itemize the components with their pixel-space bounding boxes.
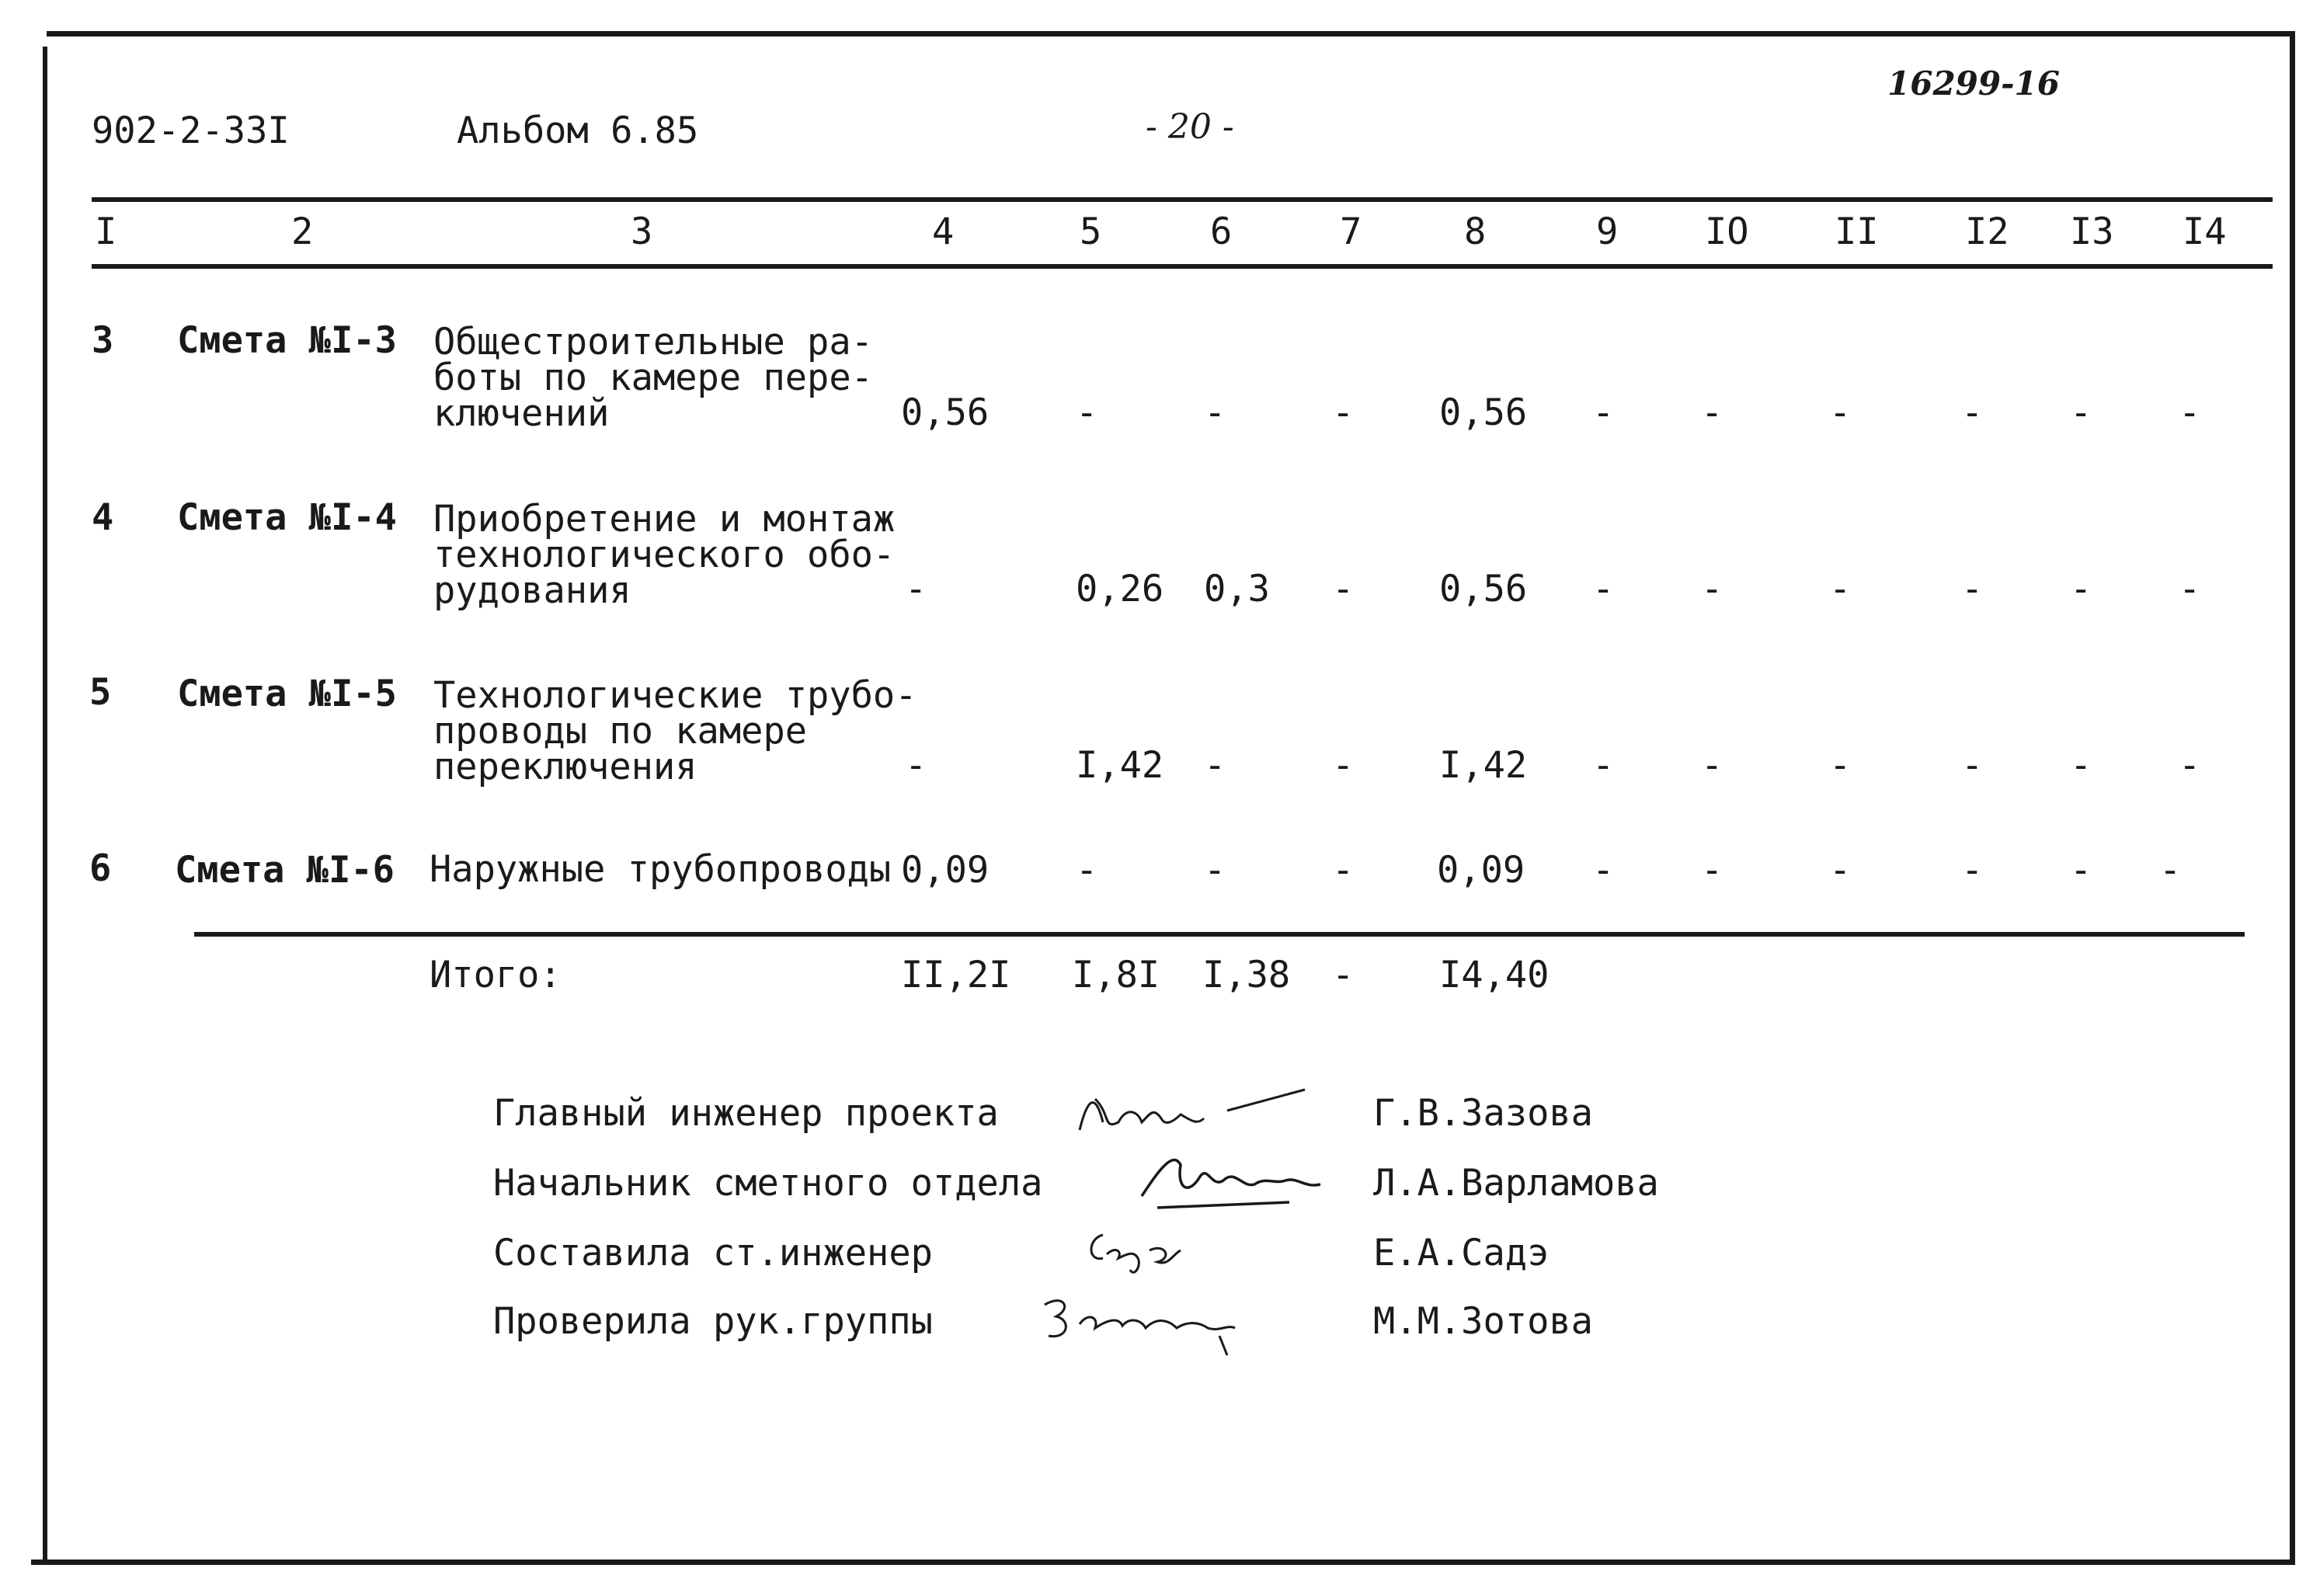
cell-col9: - — [1592, 568, 1615, 610]
cell-col12: - — [1961, 744, 1984, 787]
col-header-1: I — [95, 210, 117, 253]
header-rule-top — [92, 197, 2273, 202]
signatory-name: Л.А.Варламова — [1373, 1162, 1659, 1205]
page-number: - 20 - — [1146, 107, 1234, 147]
col-header-12: I2 — [1965, 210, 2009, 253]
cell-col6: - — [1204, 849, 1226, 892]
signature-image — [1064, 1076, 1320, 1146]
col-header-4: 4 — [932, 210, 955, 253]
estimate-code: Смета №I-6 — [175, 849, 395, 892]
col-header-7: 7 — [1340, 210, 1362, 253]
col-header-8: 8 — [1464, 210, 1487, 253]
col-header-11: II — [1835, 210, 1879, 253]
cell-col4: 0,56 — [901, 391, 990, 434]
cell-col4: - — [905, 568, 927, 610]
cell-col13: - — [2070, 744, 2092, 787]
row-description: Общестроительные ра- боты по камере пере- ключений — [433, 321, 873, 435]
cell-col9: - — [1592, 744, 1615, 787]
estimate-code: Смета №I-4 — [177, 496, 397, 539]
signature-image — [1134, 1142, 1344, 1219]
signatory-role: Главный инженер проекта — [493, 1092, 999, 1135]
signatory-role: Начальник сметного отдела — [493, 1162, 1043, 1205]
row-number: 6 — [89, 847, 112, 890]
col-header-13: I3 — [2070, 210, 2114, 253]
total-col6: I,38 — [1202, 954, 1291, 996]
total-col7: - — [1332, 954, 1355, 996]
cell-col5: I,42 — [1076, 744, 1164, 787]
doc-code: 902-2-33I — [92, 110, 290, 152]
cell-col7: - — [1332, 849, 1355, 892]
signatory-name: М.М.Зотова — [1373, 1300, 1593, 1343]
cell-col7: - — [1332, 744, 1355, 787]
cell-col4: - — [905, 744, 927, 787]
estimate-code: Смета №I-3 — [177, 319, 397, 362]
album-label: Альбом 6.85 — [457, 110, 699, 152]
signatory-role: Проверила рук.группы — [493, 1300, 933, 1343]
cell-col5: - — [1076, 849, 1098, 892]
cell-col13: - — [2070, 391, 2092, 434]
cell-col6: 0,3 — [1204, 568, 1270, 610]
cell-col10: - — [1701, 744, 1723, 787]
cell-col11: - — [1829, 744, 1852, 787]
row-description: Приобретение и монтаж технологического обо- рудования — [433, 498, 896, 612]
cell-col5: 0,26 — [1076, 568, 1164, 610]
cell-col12: - — [1961, 849, 1984, 892]
cell-col8: 0,56 — [1439, 568, 1528, 610]
cell-col11: - — [1829, 849, 1852, 892]
cell-col13: - — [2070, 849, 2092, 892]
total-col4: II,2I — [901, 954, 1011, 996]
frame-border-left — [43, 47, 47, 1561]
col-header-10: IO — [1705, 210, 1749, 253]
cell-col10: - — [1701, 568, 1723, 610]
col-header-5: 5 — [1080, 210, 1102, 253]
cell-col7: - — [1332, 391, 1355, 434]
archive-number: 16299-16 — [1887, 64, 2060, 103]
total-col5: I,8I — [1072, 954, 1160, 996]
col-header-14: I4 — [2183, 210, 2227, 253]
cell-col9: - — [1592, 391, 1615, 434]
total-label: Итого: — [430, 954, 562, 996]
total-col8: I4,40 — [1439, 954, 1550, 996]
cell-col14: - — [2179, 744, 2201, 787]
cell-col14: - — [2179, 568, 2201, 610]
frame-border-bottom — [31, 1559, 2295, 1565]
cell-col7: - — [1332, 568, 1355, 610]
frame-border-right — [2290, 31, 2295, 1565]
cell-col5: - — [1076, 391, 1098, 434]
total-rule — [194, 932, 2245, 937]
cell-col13: - — [2070, 568, 2092, 610]
row-description: Наружные трубопроводы — [430, 848, 892, 891]
cell-col10: - — [1701, 391, 1723, 434]
cell-col8: 0,56 — [1439, 391, 1528, 434]
cell-col12: - — [1961, 568, 1984, 610]
col-header-6: 6 — [1210, 210, 1233, 253]
cell-col11: - — [1829, 391, 1852, 434]
cell-col6: - — [1204, 744, 1226, 787]
cell-col4: 0,09 — [901, 849, 990, 892]
cell-col10: - — [1701, 849, 1723, 892]
signature-image — [1080, 1212, 1204, 1281]
row-number: 5 — [89, 671, 112, 714]
signatory-role: Составила ст.инженер — [493, 1232, 933, 1274]
cell-col12: - — [1961, 391, 1984, 434]
col-header-9: 9 — [1596, 210, 1619, 253]
cell-col11: - — [1829, 568, 1852, 610]
signatory-name: Е.А.Садэ — [1373, 1232, 1550, 1274]
cell-col8: 0,09 — [1437, 849, 1525, 892]
frame-border-top — [47, 31, 2295, 37]
cell-col14: - — [2179, 391, 2201, 434]
col-header-3: 3 — [631, 210, 653, 253]
col-header-2: 2 — [291, 210, 314, 253]
cell-col8: I,42 — [1439, 744, 1528, 787]
estimate-code: Смета №I-5 — [177, 673, 397, 715]
cell-col14: - — [2159, 849, 2182, 892]
row-number: 4 — [92, 496, 114, 539]
row-description: Технологические трубо- проводы по камере переключения — [433, 674, 917, 788]
cell-col9: - — [1592, 849, 1615, 892]
row-number: 3 — [92, 319, 114, 362]
signature-image — [1033, 1278, 1297, 1363]
cell-col6: - — [1204, 391, 1226, 434]
signatory-name: Г.В.Зазова — [1373, 1092, 1593, 1135]
header-rule-bottom — [92, 264, 2273, 269]
